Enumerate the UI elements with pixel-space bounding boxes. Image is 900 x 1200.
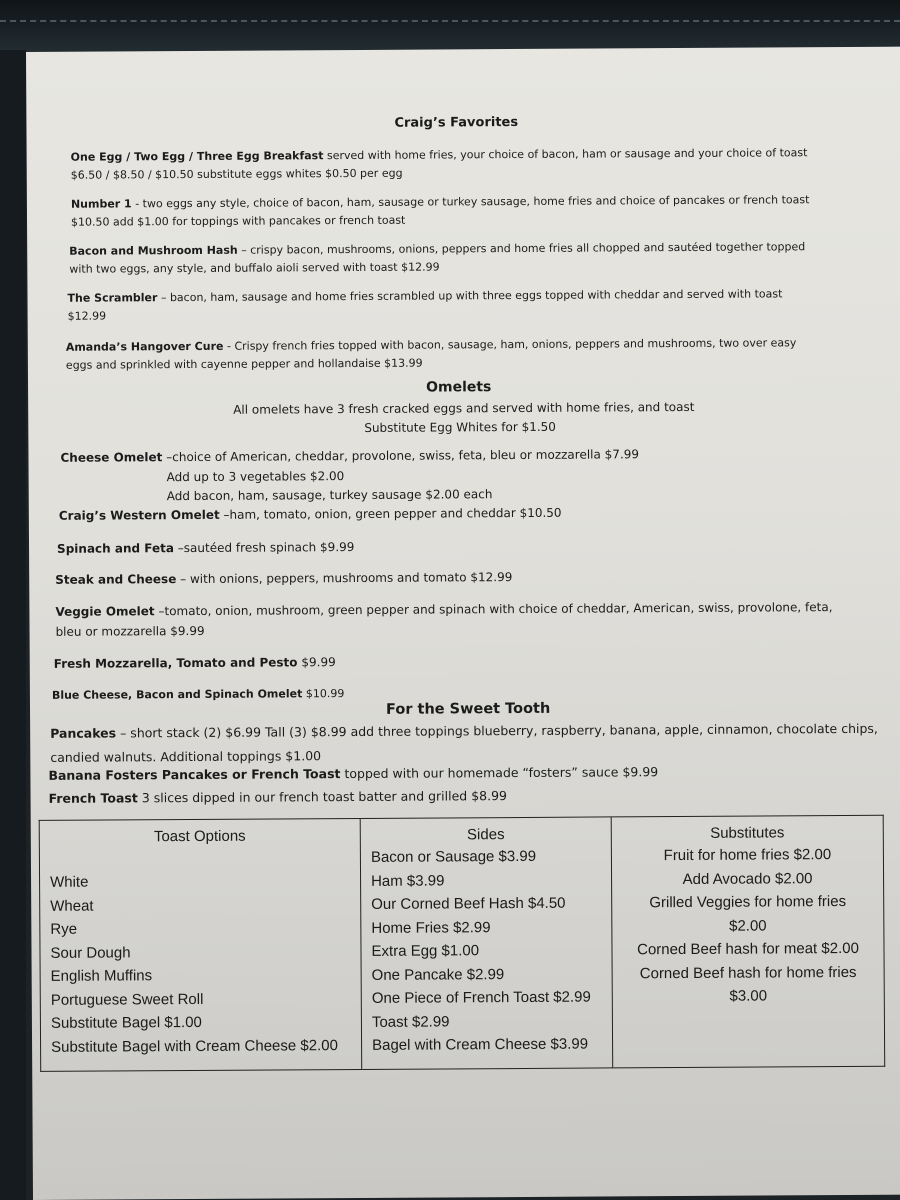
menu-item-line2: bleu or mozzarella $9.99 [55,623,205,639]
list-item: Bacon or Sausage $3.99 [370,847,537,866]
menu-item: Cheese Omelet –choice of American, cheddar, provolone, swiss, feta, bleu or mozzarella $7.99 [60,447,640,465]
list-item: White [50,873,89,891]
menu-folder-edge [0,50,26,1200]
menu-item-line2: candied walnuts. Additional toppings $1.00 [50,748,322,765]
list-item: Portuguese Sweet Roll [50,990,204,1009]
list-item: Toast $2.99 [371,1012,450,1031]
toast-options-list [50,869,361,1059]
options-table [39,815,886,1072]
menu-item: Craig’s Western Omelet –ham, tomato, onion, green pepper and cheddar $10.50 [58,505,562,523]
toast-options-header: Toast Options [153,827,246,846]
menu-item: French Toast 3 slices dipped in our french toast batter and grilled $8.99 [48,788,508,806]
list-item: $2.00 [729,916,767,935]
list-item: Grilled Veggies for home fries [649,893,847,912]
menu-item: Veggie Omelet –tomato, onion, mushroom, green pepper and spinach with choice of cheddar, American, swiss, provolone, feta, [55,600,833,619]
menu-item: The Scrambler – bacon, ham, sausage and home fries scrambled up with three eggs topped with cheddar and served with toast [67,287,783,305]
list-item: $3.00 [729,987,768,1005]
menu-item: Amanda’s Hangover Cure - Crispy french fries topped with bacon, sausage, ham, onions, peppers and mushrooms, two over easy [65,336,797,354]
menu-item: Blue Cheese, Bacon and Spinach Omelet $10.99 [51,687,345,702]
list-item: Add Avocado $2.00 [682,869,813,888]
menu-item-sub: Add bacon, ham, sausage, turkey sausage $2.00 each [166,487,493,504]
list-item: Bagel with Cream Cheese $3.99 [372,1035,589,1054]
sides-column [360,817,613,1070]
sides-list [371,844,612,1057]
list-item: Corned Beef hash for home fries [639,963,857,982]
list-item: Substitute Bagel $1.00 [50,1013,202,1032]
list-item: Corned Beef hash for meat $2.00 [637,939,859,959]
sides-header: Sides [466,826,505,844]
list-item: Extra Egg $1.00 [371,942,480,960]
menu-item-line2: $10.50 add $1.00 for toppings with pancakes or french toast [71,213,406,229]
list-item: English Muffins [50,967,153,985]
menu-item-line2: eggs and sprinkled with cayenne pepper and hollandaise $13.99 [65,356,423,372]
menu-item-sub: Add up to 3 vegetables $2.00 [166,469,345,485]
list-item: Our Corned Beef Hash $4.50 [371,894,566,913]
list-item: Sour Dough [50,943,131,962]
menu-item: Steak and Cheese – with onions, peppers, mushrooms and tomato $12.99 [55,570,513,587]
menu-item: Number 1 - two eggs any style, choice of bacon, ham, sausage or turkey sausage, home fries and choice of pancakes or french toast [70,193,810,211]
menu-item: Bacon and Mushroom Hash – crispy bacon, mushrooms, onions, peppers and home fries all chopped and sautéed together topped [69,240,806,258]
menu-item: Spinach and Feta –sautéed fresh spinach $9.99 [56,540,355,556]
folder-stitching [0,20,900,22]
menu-item: Banana Fosters Pancakes or French Toast topped with our homemade “fosters” sauce $9.99 [48,764,659,783]
section-title-omelets: Omelets [426,379,492,396]
list-item: One Pancake $2.99 [371,965,505,984]
list-item: Wheat [50,897,94,915]
substitutes-header: Substitutes [710,824,785,842]
list-item: One Piece of French Toast $2.99 [371,988,591,1007]
toast-options-column [39,818,362,1071]
section-title-favorites: Craig’s Favorites [394,114,519,131]
menu-item: Fresh Mozzarella, Tomato and Pesto $9.99 [53,655,336,671]
list-item: Fruit for home fries $2.00 [663,846,832,865]
omelets-note: Substitute Egg Whites for $1.50 [364,419,556,435]
menu-item-line2: $6.50 / $8.50 / $10.50 substitute eggs whites $0.50 per egg [70,166,403,182]
menu-page [26,47,900,1200]
list-item: Substitute Bagel with Cream Cheese $2.00 [51,1036,338,1056]
menu-item-line2: with two eggs, any style, and buffalo aioli served with toast $12.99 [69,260,440,276]
list-item: Ham $3.99 [371,871,445,890]
omelets-note: All omelets have 3 fresh cracked eggs and served with home fries, and toast [233,399,695,417]
substitutes-list [612,843,884,1009]
menu-item-line2: $12.99 [67,309,107,323]
menu-item: Pancakes – short stack (2) $6.99 Tall (3) $8.99 add three toppings blueberry, raspberry, banana, apple, cinnamon, chocolate chips, [50,720,878,741]
substitutes-column [611,815,885,1068]
list-item: Rye [50,920,78,938]
section-title-sweet-tooth: For the Sweet Tooth [385,700,551,718]
list-item: Home Fries $2.99 [371,918,491,937]
menu-item: One Egg / Two Egg / Three Egg Breakfast served with home fries, your choice of bacon, ham or sausage and your choice of toast [70,146,808,164]
